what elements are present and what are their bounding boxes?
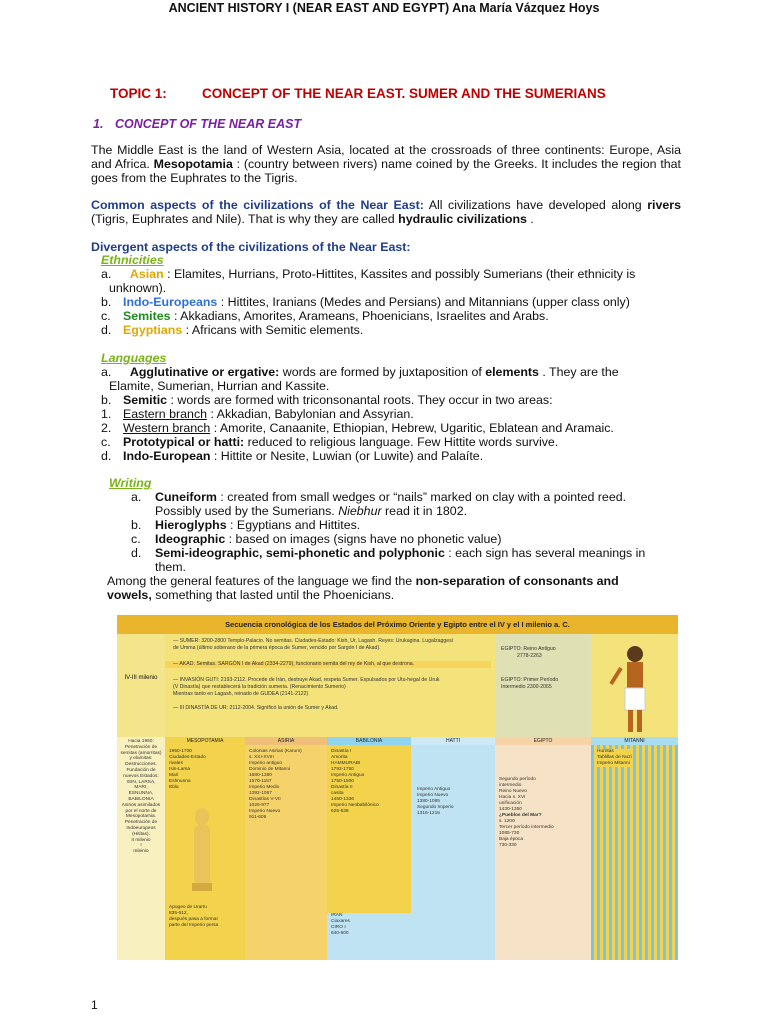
topic-text: CONCEPT OF THE NEAR EAST. SUMER AND THE SUMERIANS [202, 86, 606, 101]
statue-figure-icon [187, 807, 217, 893]
ethnicity-item [101, 295, 681, 309]
event-line: — SUMER: 3200-2800 Templo-Palacio. No semitas. Ciudades-Estado: Kish, Ur, Lagash. Reyes: Urukagina. Lugalzaggesi [173, 638, 453, 644]
languages-text: Languages [101, 351, 167, 365]
section-number: 1. [93, 117, 104, 131]
ideographic-term: Ideographic [155, 532, 226, 546]
ethnicity-text-cont: unknown). [109, 281, 167, 295]
list-marker: a. [131, 490, 142, 504]
language-subitem [101, 421, 681, 435]
writing-item [131, 546, 681, 560]
writing-text: : based on images (signs have no phonetic value) [225, 532, 502, 546]
writing-label [109, 476, 699, 490]
col-asiria: Colonias Asirias (Karum) s. XXI-XVIII Imperio antiguo Dominio de Mitanni 1680-1380 1570-1157 Imperio Medio 1392-1067 Dinastías V-VII 1026-977 Imperio Nuevo 911-609 [245, 745, 327, 960]
writing-text: them. [155, 560, 186, 574]
language-text: . They are the [538, 365, 619, 379]
language-subitem [101, 407, 681, 421]
cuneiform-term: Cuneiform [155, 490, 217, 504]
ethnicity-text: : Africans with Semitic elements. [182, 323, 364, 337]
common-aspects-paragraph [91, 198, 681, 226]
languages-label [101, 351, 691, 365]
eastern-branch-term: Eastern branch [123, 407, 208, 421]
language-item-cont [109, 379, 689, 393]
semitic-term: Semitic [123, 393, 168, 407]
col-header-hatti: HATTI [411, 737, 495, 745]
left-notes-column: Hacia 1950: Penetración de semitas (amorritas) y elamitas: Destrucciones. Fundación de nuevos Estados: ISIN, LARSA, MARI, ESNUNNA, BABILONIA Asirios asimilados por el norte de Mesopotamia. Penetración de Indoeuropeos (Hititas). II milenio I milenio [117, 737, 165, 960]
common-text-3: . [526, 212, 534, 226]
language-item [101, 365, 681, 379]
writing-item [131, 532, 681, 546]
list-marker: 1. [101, 407, 112, 421]
agglutinative-term: Agglutinative or ergative: [129, 365, 280, 379]
list-marker: c. [101, 309, 111, 323]
vowels-term: vowels, [107, 588, 152, 602]
event-line: — INVASIÓN GUTI: 2193-2112. Procede de Irán, destruye Akad, respeta Sumer. Expulsados por Utu-hegal de Uruk [173, 677, 440, 683]
asian-label: Asian [129, 267, 164, 281]
egypt-line: EGIPTO: Primer Período [501, 677, 559, 683]
ethnicity-item [101, 267, 681, 281]
general-text: Among the general features of the language we find the [107, 574, 416, 588]
indo-european-term: Indo-European [123, 449, 211, 463]
list-marker: 2. [101, 421, 112, 435]
col-header-mesopotamia: MESOPOTAMIA [165, 737, 245, 745]
col-header-babilonia: BABILONIA [327, 737, 411, 745]
list-marker: c. [101, 435, 111, 449]
egyptian-figure-image [591, 634, 678, 737]
ethnicities-label [101, 253, 691, 267]
divergent-heading [91, 240, 681, 254]
elements-term: elements [485, 365, 539, 379]
hydraulic-term: hydraulic civilizations [398, 212, 527, 226]
col-egipto: Segundo período intermedio Reino Nuevo Hacia s. XVI unificación 1430-1350 ¿Pueblos del Mar? s. 1200 Tercer período intermedio 1085-730 Baja época 730-330 [495, 745, 591, 960]
language-text: words are formed by juxtaposition of [279, 365, 486, 379]
list-marker: b. [101, 393, 112, 407]
col-header-asiria: ASIRIA [245, 737, 327, 745]
common-text-1: All civilizations have developed along [423, 198, 648, 212]
list-marker: b. [101, 295, 112, 309]
ethnicity-item-cont [109, 281, 689, 295]
general-features-paragraph [107, 574, 681, 602]
egyptian-figure-icon [591, 634, 678, 737]
col-hatti: Imperio Antiguo Imperio Nuevo 1380-1085 Segundo Imperio 1316-1215 [411, 745, 495, 960]
niebhur-name: Niebhur [338, 504, 382, 518]
western-branch-term: Western branch [123, 421, 211, 435]
era-top-text: IV-III milenio [124, 675, 158, 681]
chronology-chart-image [117, 615, 678, 960]
common-aspects-heading: Common aspects of the civilizations of the Near East: [91, 198, 424, 212]
hieroglyphs-term: Hieroglyphs [155, 518, 227, 532]
semites-label: Semites [123, 309, 171, 323]
writing-text: : each sign has several meanings in [444, 546, 646, 560]
writing-item [131, 518, 681, 532]
col-header-egipto: EGIPTO [495, 737, 591, 745]
list-marker: d. [101, 449, 112, 463]
language-item [101, 435, 681, 449]
writing-item [131, 490, 681, 504]
language-text: reduced to religious language. Few Hittite words survive. [244, 435, 559, 449]
writing-text: Writing [109, 476, 152, 490]
writing-text: Possibly used by the Sumerians. [155, 504, 339, 518]
section-heading [93, 117, 301, 131]
writing-text: : created from small wedges or “nails” marked on clay with a pointed reed. [216, 490, 627, 504]
page-number: 1 [91, 998, 98, 1012]
list-marker: a. [101, 365, 112, 379]
list-marker: b. [131, 518, 142, 532]
intro-text-1: The Middle East is the land of Western Asia, located at the crossroads of three continents: Europe, Asia and Africa. [91, 143, 681, 171]
intro-text-2: : (country between rivers) name coined by the Greeks. It includes the region that goes from the Euphrates to the Tigris. [91, 157, 681, 185]
writing-item-cont [131, 504, 681, 518]
egypt-line: 2778-2263 [517, 653, 542, 659]
language-item [101, 393, 681, 407]
event-line: — III DINASTÍA DE UR: 2112-2004. Significó la unión de Sumer y Akad. [173, 705, 339, 711]
col-mitanni: Hurritas Tablillas de Nuzi Imperio Mitanni [591, 745, 678, 960]
writing-item-cont [131, 560, 681, 574]
ethnicity-item [101, 323, 681, 337]
indo-europeans-label: Indo-Europeans [123, 295, 218, 309]
mesopotamia-term: Mesopotamia [153, 157, 233, 171]
topic-title [110, 87, 606, 101]
general-text: something that lasted until the Phoenicians. [151, 588, 395, 602]
language-text: : Hittite or Nesite, Luwian (or Luwite) and Palaíte. [210, 449, 484, 463]
chronology-title: Secuencia cronológica de los Estados del Próximo Oriente y Egipto entre el IV y el I milenio a. C. [117, 615, 678, 634]
egypt-top-panel [495, 634, 591, 737]
egyptians-label: Egyptians [123, 323, 183, 337]
language-item [101, 449, 681, 463]
language-text: : words are formed with triconsonantal roots. They occur in two areas: [167, 393, 553, 407]
list-marker: a. [101, 267, 112, 281]
ethnicity-text: : Hittites, Iranians (Medes and Persians) and Mitannians (upper class only) [217, 295, 630, 309]
list-marker: c. [131, 532, 141, 546]
non-separation-term: non-separation of consonants and [415, 574, 619, 588]
col-mesopotamia: 1950-1700 Ciudades-Estado rivales Isin-Larsa Mari Eshnunna Ebla Apogeo de Urartu 835-612, después pasa a formar parte del Imperio persa [165, 745, 245, 960]
event-line: — AKAD. Semitas. SARGÓN I de Akad (2334-2279), funcionario semita del rey de Kish, al que destrona. [165, 661, 491, 668]
list-marker: d. [131, 546, 142, 560]
event-line: de Umma (último soberano de la primera época de Sumer, vencido por Sargón I de Akad). [173, 645, 381, 651]
event-line: (V Dinastía) que restablecerá la tradición sumeria. (Renacimiento Sumerio) [173, 684, 346, 690]
language-text: : Akkadian, Babylonian and Assyrian. [207, 407, 414, 421]
event-line: Mientras tanto en Lagash, reinado de GUDEA (2141-2122) [173, 691, 309, 697]
prototypical-term: Prototypical or hatti: [123, 435, 245, 449]
egypt-line: EGIPTO: Reino Antiguo [501, 646, 556, 652]
ethnicity-text: : Elamites, Hurrians, Proto-Hittites, Kassites and possibly Sumerians (their ethnicity is [163, 267, 636, 281]
ethnicity-text: : Akkadians, Amorites, Arameans, Phoenicians, Israelites and Arabs. [170, 309, 549, 323]
intro-paragraph [91, 143, 681, 185]
semi-ideographic-term: Semi-ideographic, semi-phonetic and polyphonic [155, 546, 445, 560]
language-text: Elamite, Sumerian, Hurrian and Kassite. [109, 379, 330, 393]
section-title: CONCEPT OF THE NEAR EAST [115, 117, 302, 131]
writing-text: read it in 1802. [381, 504, 468, 518]
language-text: : Amorite, Canaanite, Ethiopian, Hebrew, Ugaritic, Eblatean and Aramaic. [210, 421, 614, 435]
document-header: ANCIENT HISTORY I (NEAR EAST AND EGYPT) Ana María Vázquez Hoys [168, 1, 600, 15]
col-header-mitanni: MITANNI [591, 737, 678, 745]
ethnicity-item [101, 309, 681, 323]
writing-text: : Egyptians and Hittites. [226, 518, 361, 532]
col-babilonia: Dinastía I Amorita HAMMURABI 1792-1750 Imperio Antiguo 1750-1500 Dinastía II casita 1450-1336 Imperio Neobabilónico 625-539 IRAN Ciaxares CIRO I 640-600 [327, 745, 411, 960]
top-events-panel [165, 634, 495, 737]
divergent-heading-text: Divergent aspects of the civilizations of the Near East: [91, 240, 411, 254]
topic-number: TOPIC 1: [110, 86, 167, 101]
ethnicities-text: Ethnicities [101, 253, 164, 267]
egypt-line: Intermedio 2300-2065 [501, 684, 552, 690]
common-text-2: (Tigris, Euphrates and Nile). That is why they are called [91, 212, 399, 226]
rivers-term: rivers [647, 198, 681, 212]
list-marker: d. [101, 323, 112, 337]
era-label-top [117, 634, 165, 737]
